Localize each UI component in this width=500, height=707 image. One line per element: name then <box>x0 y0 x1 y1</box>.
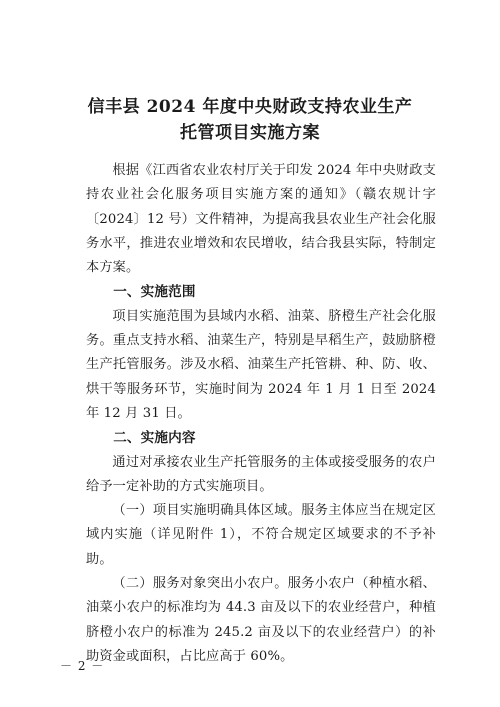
paragraph: （二）服务对象突出小农户。服务小农户（种植水稻、油菜小农户的标准均为 44.3 亩及以下的农业经营户，种植脐橙小农户的标准为 245.2 亩及以下的农业经营户）的补助资金或面积，占比应高于 60%。 <box>86 576 436 664</box>
page-number: － 2 － <box>60 659 105 673</box>
section-heading: 二、实施内容 <box>113 430 196 447</box>
paragraph: （一）项目实施明确具体区域。服务主体应当在规定区域内实施（详见附件 1），不符合规定区域要求的不予补助。 <box>86 503 436 567</box>
section-heading: 一、实施范围 <box>113 284 196 301</box>
title-line-2: 托管项目实施方案 <box>180 123 320 143</box>
title-line-1: 信丰县 2024 年度中央财政支持农业生产 <box>87 97 413 117</box>
paragraph: 通过对承接农业生产托管服务的主体或接受服务的农户给予一定补助的方式实施项目。 <box>86 454 436 494</box>
paragraph: 项目实施范围为县域内水稻、油菜、脐橙生产社会化服务。重点支持水稻、油菜生产，特别是早稻生产，鼓励脐橙生产托管服务。涉及水稻、油菜生产托管耕、种、防、收、烘干等服务环节，实施时间为 2024 年 1 月 1 日至 2024 年 12 月 31 日。 <box>86 308 436 421</box>
document-body <box>86 159 436 669</box>
paragraph: 根据《江西省农业农村厅关于印发 2024 年中央财政支持农业社会化服务项目实施方案的通知》（赣农规计字〔2024〕12 号）文件精神，为提高我县农业生产社会化服务水平，推进农业增效和农民增收，结合我县实际，特制定本方案。 <box>86 163 436 276</box>
